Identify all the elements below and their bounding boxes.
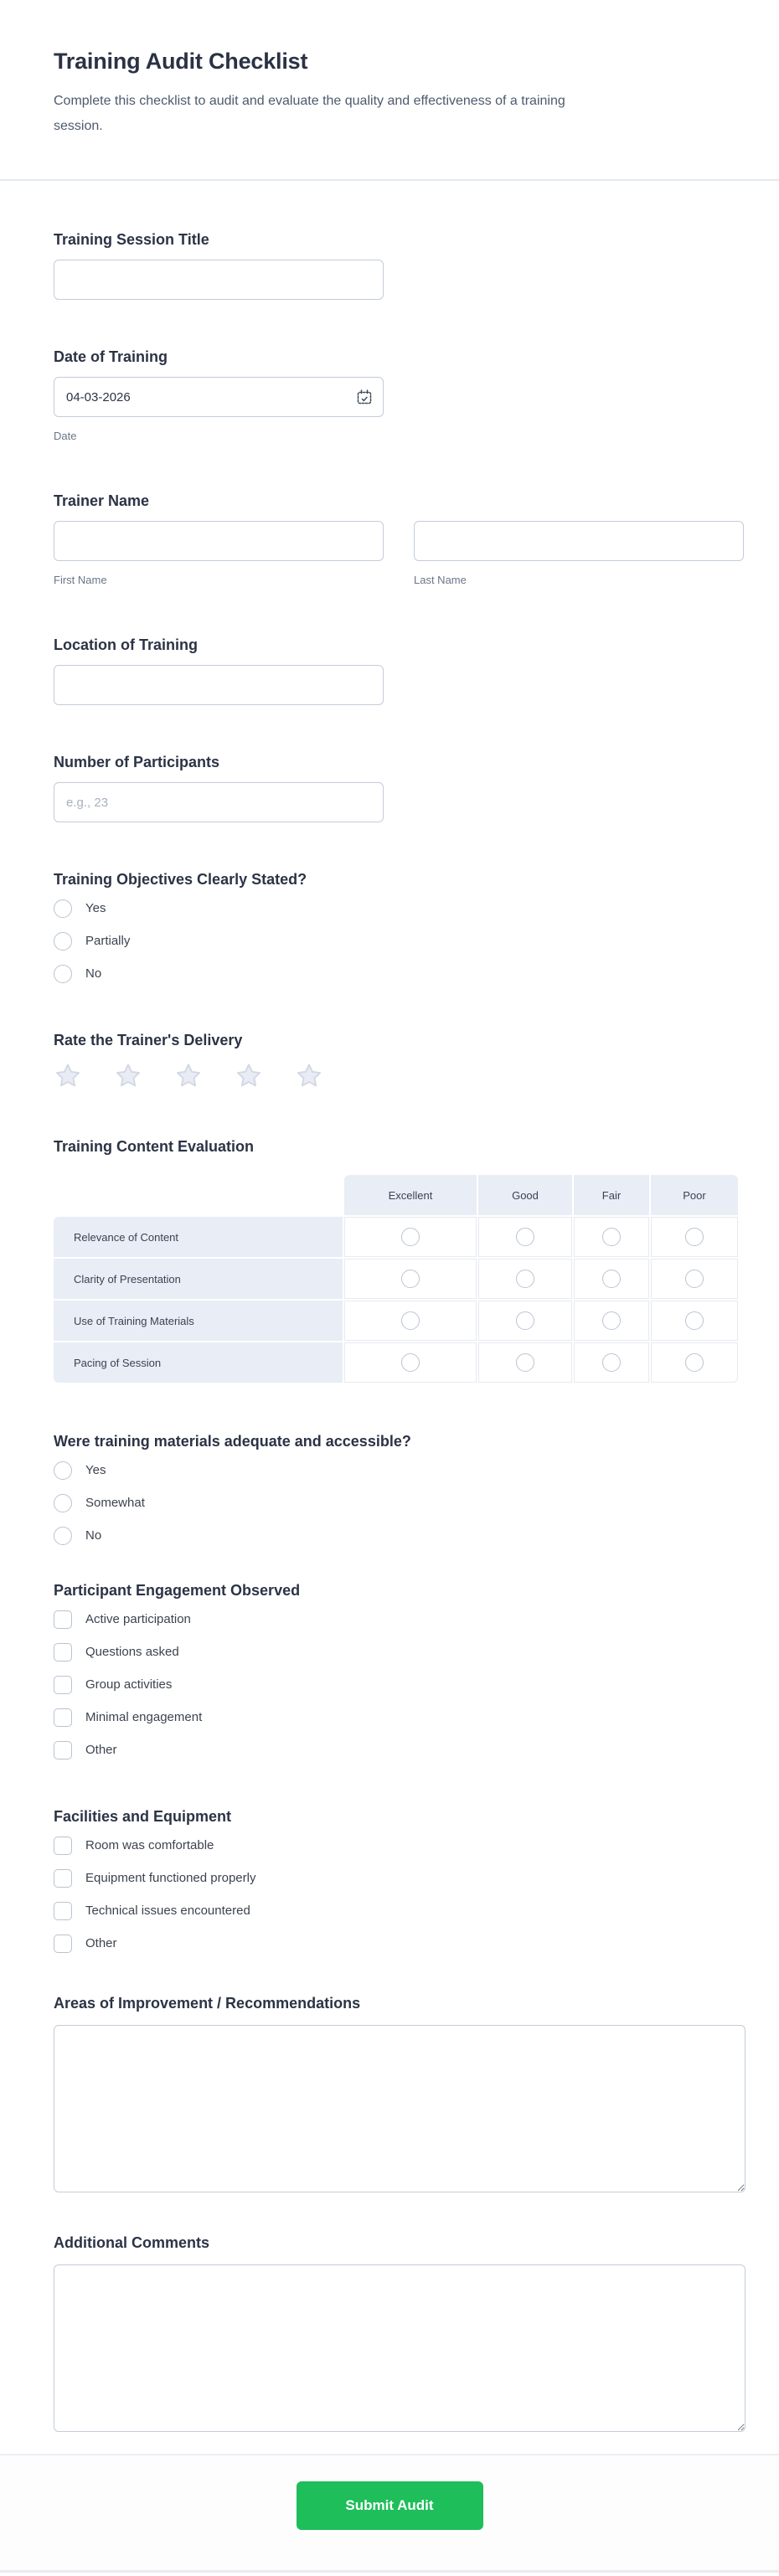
star-icon[interactable] bbox=[295, 1062, 323, 1090]
radio-icon[interactable] bbox=[602, 1353, 621, 1372]
content-evaluation-label: Training Content Evaluation bbox=[54, 1138, 255, 1155]
matrix-corner-cell bbox=[54, 1175, 343, 1215]
checkbox-option-questions-asked[interactable] bbox=[54, 1643, 745, 1662]
form-footer bbox=[0, 2454, 779, 2573]
delivery-rating-label: Rate the Trainer's Delivery bbox=[54, 1032, 243, 1048]
star-rating bbox=[54, 1062, 745, 1090]
first-name-input[interactable] bbox=[54, 521, 384, 561]
matrix-radio-cell[interactable] bbox=[344, 1217, 477, 1257]
option-label: Equipment functioned properly bbox=[85, 1871, 256, 1885]
date-label: Date of Training bbox=[54, 348, 168, 365]
radio-icon[interactable] bbox=[685, 1228, 704, 1246]
participants-input[interactable] bbox=[54, 782, 384, 822]
option-label: Yes bbox=[85, 901, 106, 915]
matrix-radio-cell[interactable] bbox=[574, 1301, 649, 1341]
engagement-label: Participant Engagement Observed bbox=[54, 1582, 301, 1599]
date-input[interactable] bbox=[54, 377, 384, 417]
comments-textarea[interactable] bbox=[54, 2264, 745, 2432]
location-input[interactable] bbox=[54, 665, 384, 705]
radio-option-materials-somewhat[interactable] bbox=[54, 1494, 745, 1512]
radio-icon[interactable] bbox=[54, 1527, 72, 1545]
radio-option-objectives-partially[interactable] bbox=[54, 932, 745, 951]
matrix-radio-cell[interactable] bbox=[478, 1301, 572, 1341]
form-header bbox=[0, 0, 779, 181]
option-label: Other bbox=[85, 1743, 117, 1757]
option-label: Technical issues encountered bbox=[85, 1904, 250, 1918]
radio-icon[interactable] bbox=[401, 1311, 420, 1330]
checkbox-option-minimal-engagement[interactable] bbox=[54, 1708, 745, 1727]
option-label: Other bbox=[85, 1936, 117, 1950]
checkbox-option-engagement-other[interactable] bbox=[54, 1741, 745, 1759]
matrix-row-clarity bbox=[54, 1259, 738, 1299]
matrix-column-header: Poor bbox=[651, 1175, 738, 1215]
radio-icon[interactable] bbox=[602, 1270, 621, 1288]
location-label: Location of Training bbox=[54, 636, 198, 653]
star-icon[interactable] bbox=[174, 1062, 203, 1090]
radio-icon[interactable] bbox=[401, 1270, 420, 1288]
page-title: Training Audit Checklist bbox=[54, 49, 308, 74]
session-title-input[interactable] bbox=[54, 260, 384, 300]
form-subtitle: Complete this checklist to audit and evaluate the quality and effectiveness of a training session. bbox=[54, 94, 565, 133]
question-delivery-rating bbox=[54, 1030, 745, 1090]
participants-label: Number of Participants bbox=[54, 754, 220, 770]
checkbox-icon[interactable] bbox=[54, 1676, 72, 1694]
last-name-sublabel: Last Name bbox=[414, 574, 467, 586]
matrix-radio-cell[interactable] bbox=[651, 1259, 738, 1299]
improvements-textarea[interactable] bbox=[54, 2025, 745, 2192]
radio-icon[interactable] bbox=[685, 1353, 704, 1372]
radio-icon[interactable] bbox=[54, 1461, 72, 1480]
facilities-label: Facilities and Equipment bbox=[54, 1808, 232, 1825]
matrix-row-materials bbox=[54, 1301, 738, 1341]
matrix-radio-cell[interactable] bbox=[651, 1342, 738, 1383]
star-icon[interactable] bbox=[114, 1062, 142, 1090]
matrix-row-header: Pacing of Session bbox=[54, 1342, 343, 1383]
radio-icon[interactable] bbox=[516, 1270, 534, 1288]
checkbox-option-equipment-functioned[interactable] bbox=[54, 1869, 745, 1888]
radio-icon[interactable] bbox=[401, 1353, 420, 1372]
star-icon[interactable] bbox=[235, 1062, 263, 1090]
matrix-row-header: Relevance of Content bbox=[54, 1217, 343, 1257]
checkbox-icon[interactable] bbox=[54, 1902, 72, 1920]
matrix-radio-cell[interactable] bbox=[574, 1217, 649, 1257]
radio-icon[interactable] bbox=[516, 1353, 534, 1372]
matrix-row-header: Clarity of Presentation bbox=[54, 1259, 343, 1299]
radio-option-objectives-yes[interactable] bbox=[54, 899, 745, 918]
matrix-radio-cell[interactable] bbox=[651, 1301, 738, 1341]
option-label: Group activities bbox=[85, 1677, 173, 1692]
comments-label: Additional Comments bbox=[54, 2234, 210, 2251]
question-session-title bbox=[54, 229, 745, 300]
question-content-evaluation bbox=[54, 1136, 745, 1384]
radio-icon[interactable] bbox=[54, 932, 72, 951]
matrix-row-relevance bbox=[54, 1217, 738, 1257]
radio-option-materials-yes[interactable] bbox=[54, 1461, 745, 1480]
question-comments bbox=[54, 2233, 745, 2432]
matrix-radio-cell[interactable] bbox=[574, 1259, 649, 1299]
session-title-label: Training Session Title bbox=[54, 231, 209, 248]
option-label: Room was comfortable bbox=[85, 1838, 214, 1852]
last-name-input[interactable] bbox=[414, 521, 744, 561]
matrix-column-header: Good bbox=[478, 1175, 572, 1215]
radio-option-materials-no[interactable] bbox=[54, 1527, 745, 1545]
question-engagement bbox=[54, 1580, 745, 1759]
trainer-name-label: Trainer Name bbox=[54, 492, 150, 509]
option-label: Partially bbox=[85, 934, 131, 948]
option-label: Somewhat bbox=[85, 1496, 145, 1510]
option-label: Yes bbox=[85, 1463, 106, 1477]
matrix-radio-cell[interactable] bbox=[478, 1342, 572, 1383]
question-participants bbox=[54, 752, 745, 822]
materials-label: Were training materials adequate and accessible? bbox=[54, 1433, 411, 1450]
checkbox-option-room-comfortable[interactable] bbox=[54, 1837, 745, 1855]
checkbox-icon[interactable] bbox=[54, 1708, 72, 1727]
radio-icon[interactable] bbox=[516, 1228, 534, 1246]
checkbox-icon[interactable] bbox=[54, 1869, 72, 1888]
radio-icon[interactable] bbox=[602, 1311, 621, 1330]
question-location bbox=[54, 635, 745, 705]
radio-icon[interactable] bbox=[54, 899, 72, 918]
matrix-radio-cell[interactable] bbox=[478, 1217, 572, 1257]
form-body bbox=[0, 181, 779, 2454]
checkbox-icon[interactable] bbox=[54, 1935, 72, 1953]
option-label: Questions asked bbox=[85, 1645, 179, 1659]
evaluation-matrix bbox=[52, 1173, 740, 1384]
checkbox-option-group-activities[interactable] bbox=[54, 1676, 745, 1694]
checkbox-icon[interactable] bbox=[54, 1643, 72, 1662]
question-trainer-name bbox=[54, 491, 745, 588]
radio-icon[interactable] bbox=[54, 1494, 72, 1512]
radio-icon[interactable] bbox=[516, 1311, 534, 1330]
matrix-row-pacing bbox=[54, 1342, 738, 1383]
objectives-label: Training Objectives Clearly Stated? bbox=[54, 871, 307, 888]
checkbox-option-facilities-other[interactable] bbox=[54, 1935, 745, 1953]
question-objectives bbox=[54, 869, 745, 983]
radio-option-objectives-no[interactable] bbox=[54, 965, 745, 983]
radio-icon[interactable] bbox=[602, 1228, 621, 1246]
matrix-row-header: Use of Training Materials bbox=[54, 1301, 343, 1341]
question-improvements bbox=[54, 1993, 745, 2192]
option-label: Minimal engagement bbox=[85, 1710, 203, 1724]
checkbox-option-technical-issues[interactable] bbox=[54, 1902, 745, 1920]
first-name-sublabel: First Name bbox=[54, 574, 107, 586]
radio-icon[interactable] bbox=[54, 965, 72, 983]
option-label: Active participation bbox=[85, 1612, 191, 1626]
matrix-header-row bbox=[54, 1175, 738, 1215]
option-label: No bbox=[85, 966, 102, 981]
matrix-radio-cell[interactable] bbox=[344, 1342, 477, 1383]
matrix-radio-cell[interactable] bbox=[574, 1342, 649, 1383]
checkbox-icon[interactable] bbox=[54, 1610, 72, 1629]
question-date bbox=[54, 347, 745, 444]
matrix-radio-cell[interactable] bbox=[344, 1259, 477, 1299]
matrix-radio-cell[interactable] bbox=[651, 1217, 738, 1257]
checkbox-option-active-participation[interactable] bbox=[54, 1610, 745, 1629]
radio-icon[interactable] bbox=[685, 1311, 704, 1330]
date-sublabel: Date bbox=[54, 430, 77, 442]
question-facilities bbox=[54, 1806, 745, 1953]
submit-button[interactable]: Submit Audit bbox=[297, 2481, 483, 2530]
question-materials bbox=[54, 1431, 745, 1545]
matrix-column-header: Excellent bbox=[344, 1175, 477, 1215]
option-label: No bbox=[85, 1528, 102, 1543]
star-icon[interactable] bbox=[54, 1062, 82, 1090]
matrix-radio-cell[interactable] bbox=[344, 1301, 477, 1341]
radio-icon[interactable] bbox=[401, 1228, 420, 1246]
radio-icon[interactable] bbox=[685, 1270, 704, 1288]
matrix-column-header: Fair bbox=[574, 1175, 649, 1215]
checkbox-icon[interactable] bbox=[54, 1837, 72, 1855]
checkbox-icon[interactable] bbox=[54, 1741, 72, 1759]
improvements-label: Areas of Improvement / Recommendations bbox=[54, 1995, 361, 2012]
calendar-icon[interactable] bbox=[356, 389, 373, 405]
matrix-radio-cell[interactable] bbox=[478, 1259, 572, 1299]
